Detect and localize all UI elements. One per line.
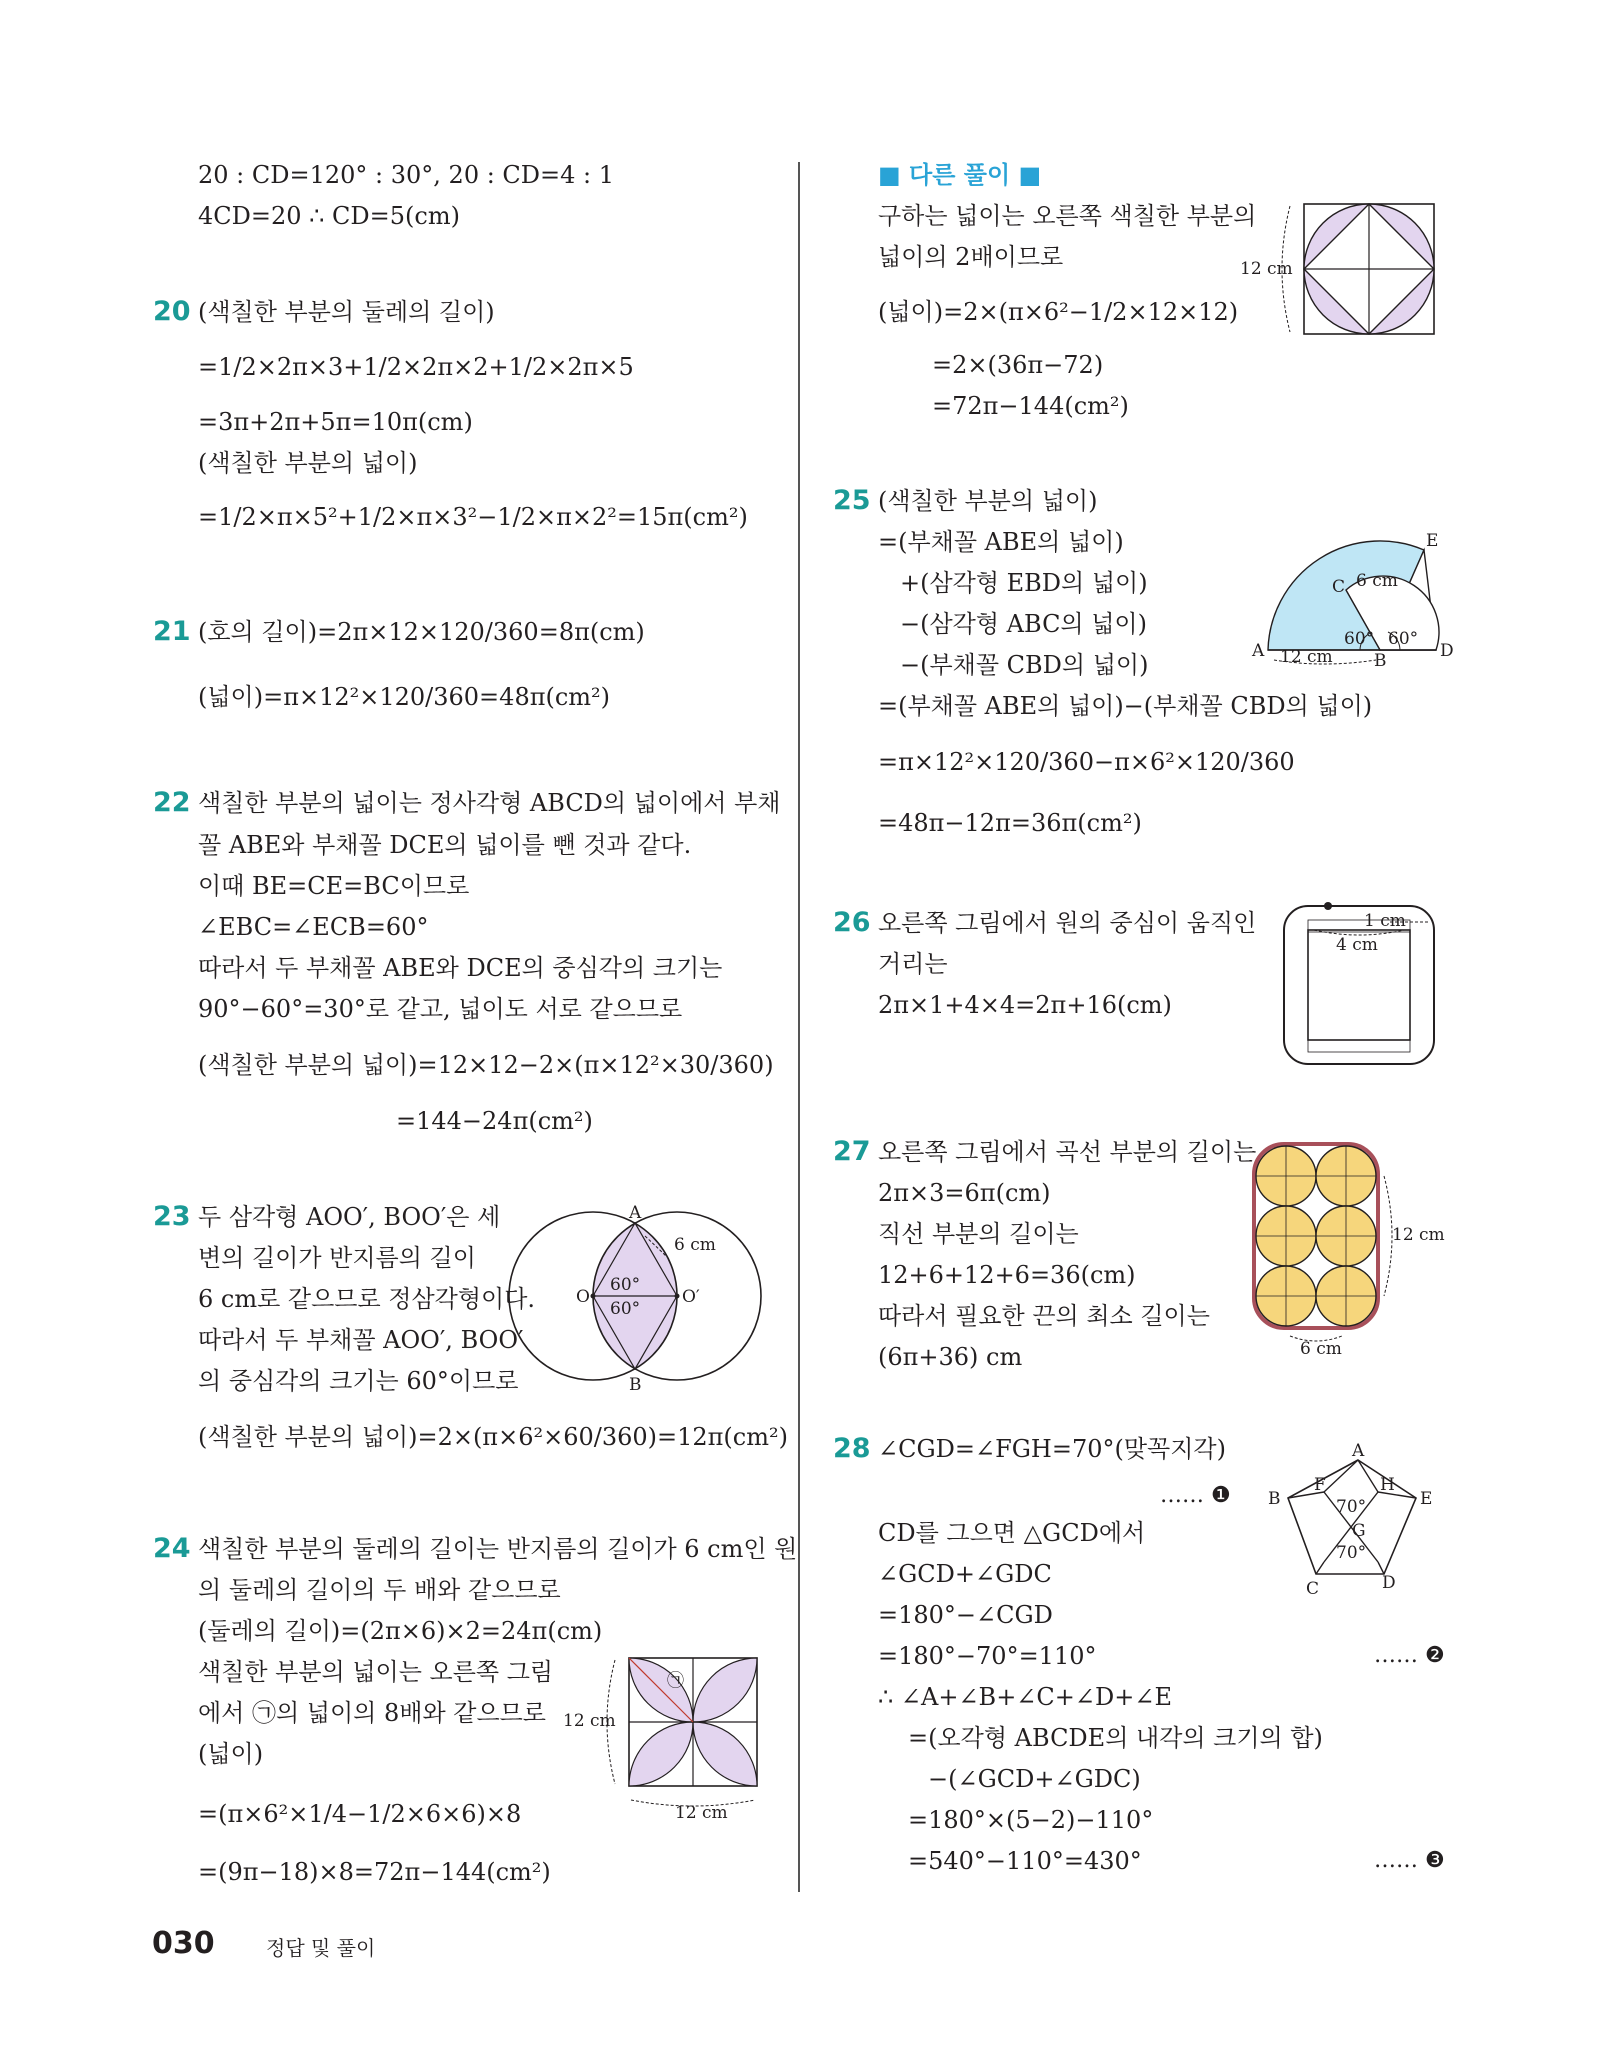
text-line: 색칠한 부분의 둘레의 길이는 반지름의 길이가 6 cm인 원 <box>198 1535 798 1563</box>
step-marker-3: …… ❸ <box>1374 1848 1445 1873</box>
label-F: F <box>1314 1475 1326 1495</box>
label-A: A <box>629 1203 642 1223</box>
formula-line: (넓이)=2×(π×6²−1/2×12×12) <box>878 298 1239 326</box>
label-region-mark: ㉠ <box>667 1671 684 1691</box>
text-line: (색칠한 부분의 넓이) <box>878 487 1098 515</box>
label-radius: 1 cm <box>1364 911 1406 931</box>
problem-number: 22 <box>153 787 191 818</box>
label-A: A <box>1252 641 1265 661</box>
text-line: 이때 BE=CE=BC이므로 <box>198 872 470 900</box>
label-height: 12 cm <box>1392 1225 1445 1245</box>
formula-line: (색칠한 부분의 넓이)=2×(π×6²×60/360)=12π(cm²) <box>198 1423 788 1451</box>
formula-line: (호의 길이)=2π×12×120/360=8π(cm) <box>198 618 645 646</box>
label-C: C <box>1332 577 1346 597</box>
figure-28-pentagon <box>1260 1440 1450 1600</box>
label-A: A <box>1352 1441 1365 1461</box>
label-side: 12 cm <box>1240 259 1293 279</box>
label-angle-2: 60° <box>610 1299 641 1319</box>
text-line: (색칠한 부분의 넓이) <box>198 449 418 477</box>
label-angle-2: 70° <box>1336 1543 1367 1563</box>
step-marker-1: …… ❶ <box>1160 1483 1231 1508</box>
text-line: 90°−60°=30°로 같고, 넓이도 서로 같으므로 <box>198 995 683 1023</box>
label-bottom: 12 cm <box>675 1803 728 1823</box>
label-angle-1: 60° <box>610 1275 641 1295</box>
formula-line: 2π×3=6π(cm) <box>878 1179 1051 1207</box>
text-line: 넓이의 2배이므로 <box>878 243 1064 271</box>
problem-number: 24 <box>153 1533 191 1564</box>
formula-line: 12+6+12+6=36(cm) <box>878 1261 1136 1289</box>
text-line: =(부채꼴 ABE의 넓이) <box>878 528 1124 556</box>
text-line: ∠EBC=∠ECB=60° <box>198 913 429 941</box>
figure-24-alt-square <box>1240 196 1440 346</box>
text-line: 색칠한 부분의 넓이는 오른쪽 그림 <box>198 1658 554 1686</box>
label-angle-1: 60° <box>1344 629 1375 649</box>
label-G: G <box>1352 1521 1366 1541</box>
problem-number: 23 <box>153 1201 191 1232</box>
alt-heading: ■ 다른 풀이 ■ <box>878 161 1042 189</box>
text-line: 거리는 <box>878 950 948 978</box>
formula-line: =(9π−18)×8=72π−144(cm²) <box>198 1858 551 1886</box>
label-side: 12 cm <box>563 1711 616 1731</box>
text-line: (넓이) <box>198 1740 264 1768</box>
label-H: H <box>1380 1475 1395 1495</box>
text-line: 구하는 넓이는 오른쪽 색칠한 부분의 <box>878 202 1257 230</box>
label-B: B <box>629 1375 642 1395</box>
text-line: 두 삼각형 AOO′, BOO′은 세 <box>198 1203 501 1231</box>
text-line: 따라서 두 부채꼴 ABE와 DCE의 중심각의 크기는 <box>198 954 723 982</box>
figure-27-six-circles <box>1250 1140 1445 1360</box>
text-line: 색칠한 부분의 넓이는 정사각형 ABCD의 넓이에서 부채 <box>198 789 781 817</box>
formula-line: =540°−110°=430° <box>908 1847 1142 1875</box>
text-line: (색칠한 부분의 둘레의 길이) <box>198 298 495 326</box>
label-angle-2: 60° <box>1388 629 1419 649</box>
label-O: O <box>576 1287 590 1307</box>
figure-25-sectors <box>1250 528 1454 671</box>
step-marker-2: …… ❷ <box>1374 1643 1445 1668</box>
label-side: 4 cm <box>1336 935 1378 955</box>
column-divider <box>798 162 800 1892</box>
page-label: 정답 및 풀이 <box>266 1936 376 1960</box>
formula-line: =1/2×2π×3+1/2×2π×2+1/2×2π×5 <box>198 353 634 381</box>
formula-line: =2×(36π−72) <box>932 351 1104 379</box>
text-line: 직선 부분의 길이는 <box>878 1220 1079 1248</box>
formula-line: ∴ ∠A+∠B+∠C+∠D+∠E <box>878 1683 1172 1711</box>
text-line: 4CD=20 ∴ CD=5(cm) <box>198 202 460 230</box>
label-D: D <box>1440 641 1454 661</box>
problem-number: 25 <box>833 485 871 516</box>
label-AB: 12 cm <box>1280 647 1333 667</box>
figure-26-rolling-circle-path <box>1280 900 1440 1070</box>
text-line: (둘레의 길이)=(2π×6)×2=24π(cm) <box>198 1617 603 1645</box>
formula-line: =180°−∠CGD <box>878 1601 1053 1629</box>
text-line: 오른쪽 그림에서 곡선 부분의 길이는 <box>878 1138 1257 1166</box>
page-number: 030 <box>152 1926 215 1961</box>
text-line: ∠CGD=∠FGH=70°(맞꼭지각) <box>878 1435 1226 1463</box>
problem-number: 21 <box>153 616 191 647</box>
text-line: 따라서 필요한 끈의 최소 길이는 <box>878 1302 1210 1330</box>
figure-24-petal-square <box>555 1650 765 1823</box>
problem-number: 20 <box>153 296 191 327</box>
label-E: E <box>1426 531 1439 551</box>
figure-23-two-circles <box>540 1200 760 1395</box>
formula-line: =π×12²×120/360−π×6²×120/360 <box>878 748 1295 776</box>
formula-line: =180°−70°=110° <box>878 1642 1097 1670</box>
problem-number: 26 <box>833 907 871 938</box>
text-line: 6 cm로 같으므로 정삼각형이다. <box>198 1285 536 1313</box>
formula-line: 2π×1+4×4=2π+16(cm) <box>878 991 1172 1019</box>
label-width: 6 cm <box>1300 1339 1342 1359</box>
problem-number: 27 <box>833 1136 871 1167</box>
text-line: +(삼각형 EBD의 넓이) <box>900 569 1148 597</box>
formula-line: =144−24π(cm²) <box>396 1107 593 1135</box>
formula-line: ∠GCD+∠GDC <box>878 1560 1052 1588</box>
formula-line: =(π×6²×1/4−1/2×6×6)×8 <box>198 1800 522 1828</box>
formula-line: =180°×(5−2)−110° <box>908 1806 1154 1834</box>
label-C: C <box>1306 1579 1320 1599</box>
formula-line: (색칠한 부분의 넓이)=12×12−2×(π×12²×30/360) <box>198 1051 774 1079</box>
text-line: =(부채꼴 ABE의 넓이)−(부채꼴 CBD의 넓이) <box>878 692 1373 720</box>
formula-line: =48π−12π=36π(cm²) <box>878 809 1142 837</box>
text-line: −(삼각형 ABC의 넓이) <box>900 610 1147 638</box>
label-O-prime: O′ <box>682 1287 700 1307</box>
text-line: CD를 그으면 △GCD에서 <box>878 1519 1146 1547</box>
text-line: =3π+2π+5π=10π(cm) <box>198 408 473 436</box>
text-line: 에서 ㉠의 넓이의 8배와 같으므로 <box>198 1699 546 1727</box>
label-B: B <box>1268 1489 1281 1509</box>
text-line: 의 둘레의 길이의 두 배와 같으므로 <box>198 1576 561 1604</box>
label-angle-1: 70° <box>1336 1497 1367 1517</box>
text-line: 의 중심각의 크기는 60°이므로 <box>198 1367 519 1395</box>
label-E: E <box>1420 1489 1433 1509</box>
formula-line: (넓이)=π×12²×120/360=48π(cm²) <box>198 683 611 711</box>
formula-line: −(∠GCD+∠GDC) <box>928 1765 1141 1793</box>
text-line: 오른쪽 그림에서 원의 중심이 움직인 <box>878 909 1257 937</box>
text-line: 20 : CD=120° : 30°, 20 : CD=4 : 1 <box>198 161 615 189</box>
formula-line: (6π+36) cm <box>878 1343 1023 1371</box>
text-line: −(부채꼴 CBD의 넓이) <box>900 651 1149 679</box>
label-D: D <box>1382 1573 1396 1593</box>
label-radius: 6 cm <box>1356 571 1398 591</box>
label-radius: 6 cm <box>674 1235 716 1255</box>
text-line: 꼴 ABE와 부채꼴 DCE의 넓이를 뺀 것과 같다. <box>198 831 692 859</box>
label-B: B <box>1374 651 1387 671</box>
text-line: 따라서 두 부채꼴 AOO′, BOO′ <box>198 1326 524 1354</box>
problem-number: 28 <box>833 1433 871 1464</box>
text-line: 변의 길이가 반지름의 길이 <box>198 1244 476 1272</box>
formula-line: =1/2×π×5²+1/2×π×3²−1/2×π×2²=15π(cm²) <box>198 503 748 531</box>
text-line: =(오각형 ABCDE의 내각의 크기의 합) <box>908 1724 1323 1752</box>
formula-line: =72π−144(cm²) <box>932 392 1129 420</box>
